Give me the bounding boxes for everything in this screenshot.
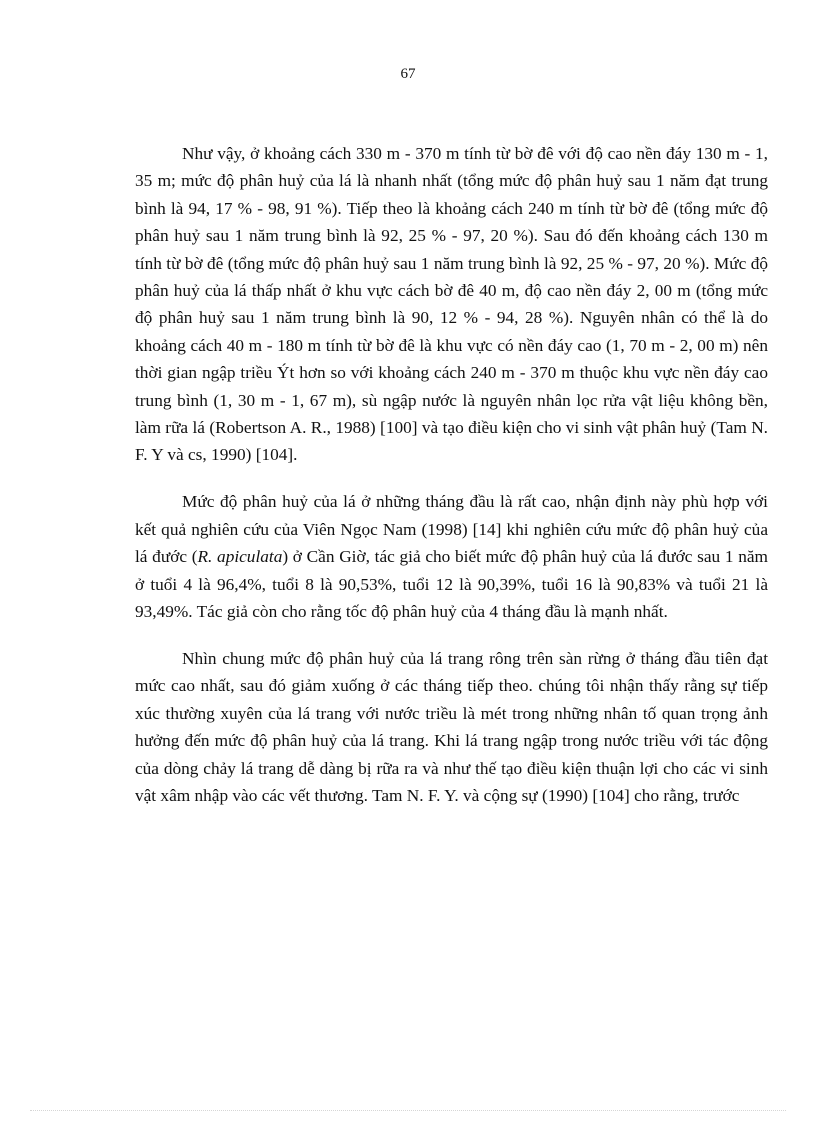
paragraph-text-before: Mức độ phân huỷ của lá ở những tháng đầu là rất cao, nhận định này phù hợp với kết quả nghiên cứu của Viên Ngọc Nam (1998) [14] khi nghiên cứu mức độ phân huỷ của lá đước ( (135, 492, 768, 567)
paragraph-decomposition-by-distance (135, 140, 768, 469)
page-bottom-border (30, 1110, 786, 1111)
page-number: 67 (400, 66, 416, 82)
paragraph-early-months-comparison (135, 488, 768, 625)
paragraph-text: Nhìn chung mức độ phân huỷ của lá trang rông trên sàn rừng ở tháng đầu tiên đạt mức cao nhất, sau đó giảm xuống ở các tháng tiếp theo. chúng tôi nhận thấy rằng sự tiếp xúc thường xuyên của lá trang với nước triều là mét trong những nhân tố quan trọng ảnh hưởng đến mức độ phân huỷ của lá trang. Khi lá trang ngập trong nước triều với tác động của dòng chảy lá trang dễ dàng bị rữa ra và như thế tạo điều kiện thuận lợi cho các vi sinh vật xâm nhập vào các vết thương. Tam N. F. Y. và cộng sự (1990) [104] cho rằng, trước (135, 648, 768, 805)
paragraph-text-after: ) ở Cần Giờ, tác giả cho biết mức độ phân huỷ của lá đước sau 1 năm ở tuổi 4 là 96,4%, tuổi 8 là 90,53%, tuổi 12 là 90,39%, tuổi 16 là 90,83% và tuổi 21 là 93,49%. Tác giả còn cho rằng tốc độ phân huỷ của 4 tháng đầu là mạnh nhất. (135, 547, 768, 621)
body-text (135, 140, 768, 809)
paragraph-tidal-contact (135, 645, 768, 809)
species-name: R. apiculata (197, 547, 283, 567)
paragraph-text: Như vậy, ở khoảng cách 330 m - 370 m tính từ bờ đê với độ cao nền đáy 130 m - 1, 35 m; mức độ phân huỷ của lá là nhanh nhất (tổng mức độ phân huỷ sau 1 năm đạt trung bình là 94, 17 % - 98, 91 %). Tiếp theo là khoảng cách 240 m tính từ bờ đê (tổng mức độ phân huỷ sau 1 năm trung bình là 92, 25 % - 97, 20 %). Sau đó đến khoảng cách 130 m tính từ bờ đê (tổng mức độ phân huỷ sau 1 năm trung bình là 92, 25 % - 97, 20 %). Mức độ phân huỷ của lá thấp nhất ở khu vực cách bờ đê 40 m, độ cao nền đáy 2, 00 m (tổng mức độ phân huỷ sau 1 năm trung bình là 90, 12 % - 94, 28 %). Nguyên nhân có thể là do khoảng cách 40 m - 180 m tính từ bờ đê là khu vực có nền đáy cao (1, 70 m - 2, 00 m) nên thời gian ngập triều Ýt hơn so với khoảng cách 240 m - 370 m thuộc khu vực nền đáy cao trung bình (1, 30 m - 1, 67 m), sù ngập nước là nguyên nhân lọc rửa vật liệu không bền, làm rữa lá (Robertson A. R., 1988) [100] và tạo điều kiện cho vi sinh vật phân huỷ (Tam N. F. Y và cs, 1990) [104]. (135, 144, 768, 465)
